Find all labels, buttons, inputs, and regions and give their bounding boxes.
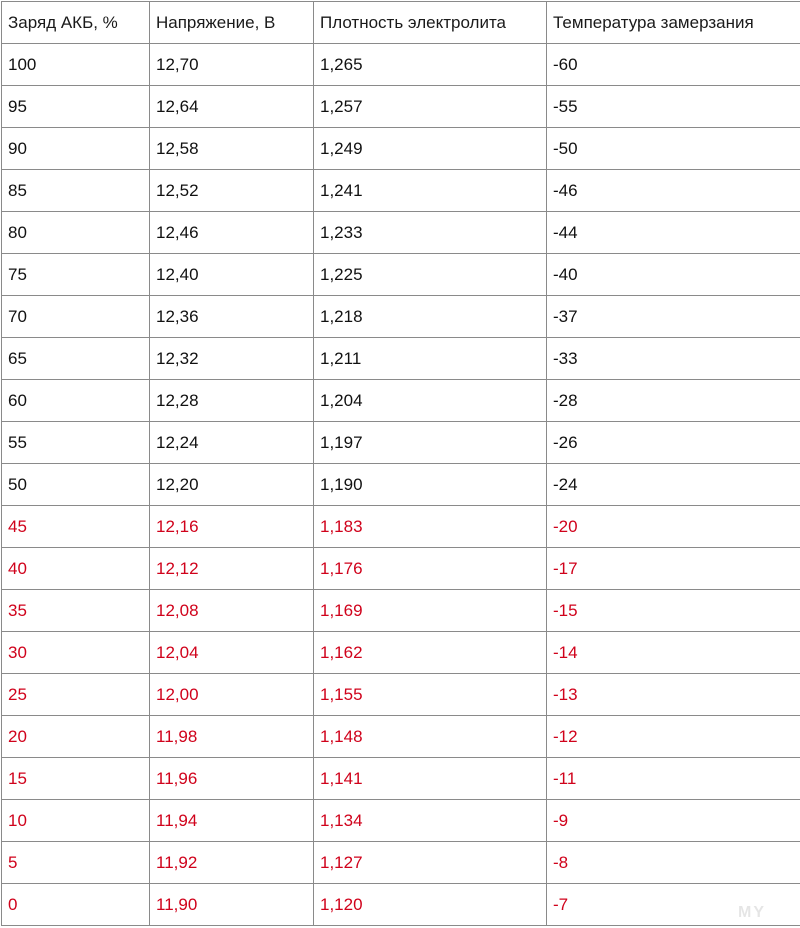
table-row [2,254,800,296]
header-voltage: Напряжение, В [150,2,314,44]
table-row [2,632,800,674]
cell-density: 1,265 [314,44,547,86]
cell-freezing-temp: -50 [547,128,800,170]
cell-voltage: 11,98 [150,716,314,758]
cell-density: 1,233 [314,212,547,254]
table-body [2,44,800,926]
table-row [2,128,800,170]
table-row [2,296,800,338]
cell-voltage: 11,94 [150,800,314,842]
cell-voltage: 12,64 [150,86,314,128]
cell-freezing-temp: -26 [547,422,800,464]
cell-charge: 60 [2,380,150,422]
cell-density: 1,218 [314,296,547,338]
cell-voltage: 12,40 [150,254,314,296]
table-row [2,590,800,632]
table-row [2,422,800,464]
cell-charge: 0 [2,884,150,926]
cell-freezing-temp: -17 [547,548,800,590]
cell-voltage: 12,20 [150,464,314,506]
cell-freezing-temp: -40 [547,254,800,296]
table-row [2,380,800,422]
cell-voltage: 12,36 [150,296,314,338]
cell-freezing-temp: -15 [547,590,800,632]
cell-charge: 25 [2,674,150,716]
cell-density: 1,127 [314,842,547,884]
table-row [2,884,800,926]
cell-freezing-temp: -20 [547,506,800,548]
cell-density: 1,162 [314,632,547,674]
cell-charge: 65 [2,338,150,380]
cell-voltage: 12,32 [150,338,314,380]
cell-freezing-temp: -7 [547,884,800,926]
cell-voltage: 12,58 [150,128,314,170]
cell-freezing-temp: -11 [547,758,800,800]
cell-charge: 35 [2,590,150,632]
cell-freezing-temp: -9 [547,800,800,842]
cell-freezing-temp: -46 [547,170,800,212]
cell-density: 1,249 [314,128,547,170]
cell-charge: 75 [2,254,150,296]
table-row [2,44,800,86]
table-row [2,86,800,128]
cell-charge: 15 [2,758,150,800]
header-density: Плотность электролита [314,2,547,44]
cell-freezing-temp: -8 [547,842,800,884]
header-row [2,2,800,44]
cell-freezing-temp: -13 [547,674,800,716]
cell-voltage: 12,00 [150,674,314,716]
cell-density: 1,155 [314,674,547,716]
cell-charge: 90 [2,128,150,170]
cell-density: 1,257 [314,86,547,128]
cell-freezing-temp: -37 [547,296,800,338]
cell-voltage: 12,16 [150,506,314,548]
table-row [2,758,800,800]
cell-charge: 30 [2,632,150,674]
cell-density: 1,225 [314,254,547,296]
battery-charge-table [1,1,800,926]
cell-charge: 50 [2,464,150,506]
cell-freezing-temp: -44 [547,212,800,254]
cell-density: 1,120 [314,884,547,926]
header-freezing-temp: Температура замерзания [547,2,800,44]
table-row [2,338,800,380]
cell-voltage: 12,46 [150,212,314,254]
header-charge: Заряд АКБ, % [2,2,150,44]
cell-voltage: 12,24 [150,422,314,464]
cell-charge: 85 [2,170,150,212]
table-row [2,170,800,212]
cell-charge: 45 [2,506,150,548]
cell-charge: 95 [2,86,150,128]
cell-voltage: 12,08 [150,590,314,632]
cell-voltage: 12,28 [150,380,314,422]
cell-freezing-temp: -12 [547,716,800,758]
cell-freezing-temp: -14 [547,632,800,674]
cell-freezing-temp: -33 [547,338,800,380]
cell-density: 1,241 [314,170,547,212]
cell-density: 1,183 [314,506,547,548]
table-row [2,506,800,548]
table-row [2,674,800,716]
cell-charge: 55 [2,422,150,464]
table-row [2,548,800,590]
cell-freezing-temp: -28 [547,380,800,422]
table-row [2,800,800,842]
cell-density: 1,148 [314,716,547,758]
cell-density: 1,141 [314,758,547,800]
cell-charge: 10 [2,800,150,842]
cell-voltage: 11,92 [150,842,314,884]
cell-charge: 70 [2,296,150,338]
cell-voltage: 11,96 [150,758,314,800]
cell-density: 1,204 [314,380,547,422]
table-row [2,212,800,254]
table-row [2,716,800,758]
cell-voltage: 12,12 [150,548,314,590]
cell-charge: 40 [2,548,150,590]
cell-freezing-temp: -55 [547,86,800,128]
cell-freezing-temp: -60 [547,44,800,86]
cell-density: 1,190 [314,464,547,506]
table-row [2,842,800,884]
cell-charge: 20 [2,716,150,758]
cell-voltage: 12,70 [150,44,314,86]
cell-charge: 100 [2,44,150,86]
cell-charge: 80 [2,212,150,254]
cell-density: 1,169 [314,590,547,632]
cell-density: 1,134 [314,800,547,842]
watermark-logo: MY [738,904,766,921]
cell-voltage: 12,52 [150,170,314,212]
cell-voltage: 11,90 [150,884,314,926]
cell-density: 1,176 [314,548,547,590]
table-row [2,464,800,506]
cell-density: 1,211 [314,338,547,380]
cell-density: 1,197 [314,422,547,464]
cell-freezing-temp: -24 [547,464,800,506]
cell-voltage: 12,04 [150,632,314,674]
cell-charge: 5 [2,842,150,884]
